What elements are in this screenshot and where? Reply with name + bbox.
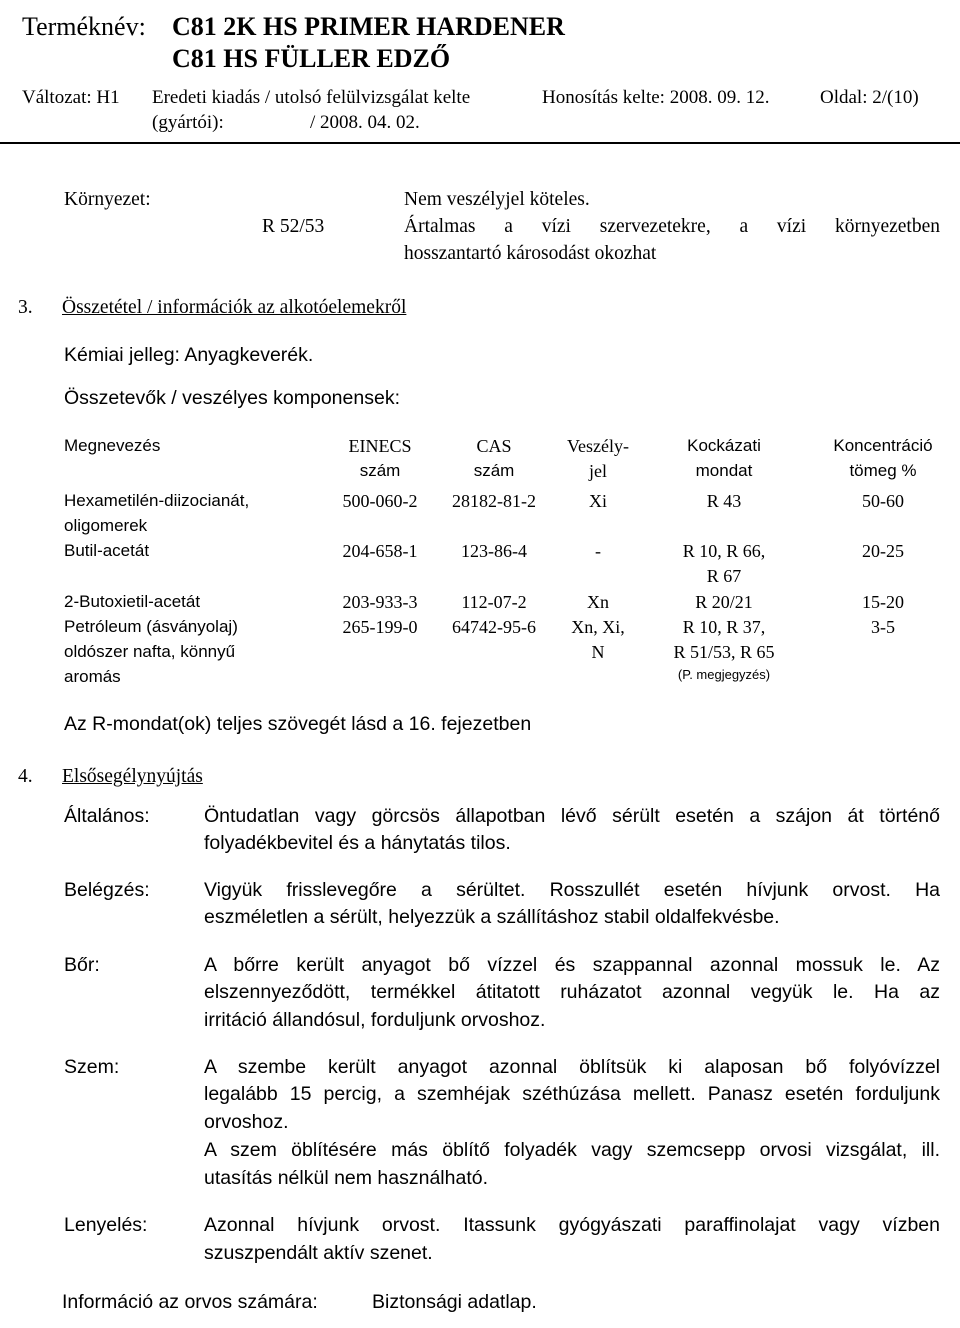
concentration: 20-25 bbox=[862, 541, 904, 561]
section-4-number: 4. bbox=[18, 766, 33, 787]
concentration: 15-20 bbox=[862, 592, 904, 612]
first-aid-text: legalább 15 percig, a szemhéjak széthúzása mellett. Panasz esetén forduljunk bbox=[204, 1083, 940, 1105]
hazard-symbol: Xn, Xi, bbox=[571, 617, 625, 637]
risk-phrase: R 43 bbox=[706, 491, 742, 511]
issue-label-2: (gyártói): bbox=[152, 112, 224, 133]
version-label: Változat: H1 bbox=[22, 87, 120, 108]
hazard-symbol: Xi bbox=[589, 491, 607, 511]
environment-r-text-2: hosszantartó károsodást okozhat bbox=[404, 243, 657, 264]
cas-number: 64742-95-6 bbox=[452, 617, 536, 637]
environment-label: Környezet: bbox=[64, 189, 151, 210]
first-aid-text: Azonnal hívjunk orvost. Itassunk gyógyászati paraffinolajat vagy vízben bbox=[204, 1214, 940, 1236]
first-aid-text: szuszpendált aktív szenet. bbox=[204, 1242, 433, 1264]
cas-number: 28182-81-2 bbox=[452, 491, 536, 511]
page-number: Oldal: 2/(10) bbox=[820, 87, 919, 108]
hazard-symbol: - bbox=[595, 541, 601, 561]
first-aid-text: A bőrre került anyagot bő vízzel és szappannal azonnal mossuk le. Az bbox=[204, 954, 940, 976]
environment-r-text-1: Ártalmas a vízi szervezetekre, a vízi környezetben bbox=[404, 216, 940, 237]
section-3-title: Összetétel / információk az alkotóelemekről bbox=[62, 297, 407, 318]
col-symbol-2: jel bbox=[589, 461, 607, 481]
hazard-symbol: Xn bbox=[587, 592, 609, 612]
component-name-cont: oldószer nafta, könnyű bbox=[64, 642, 236, 661]
first-aid-text: Vigyük frisslevegőre a sérültet. Rosszullét esetén hívjunk orvost. Ha bbox=[204, 879, 940, 901]
concentration: 50-60 bbox=[862, 491, 904, 511]
first-aid-label: Lenyelés: bbox=[64, 1214, 148, 1236]
risk-phrase: R 20/21 bbox=[695, 592, 753, 612]
col-einecs-1: EINECS bbox=[348, 436, 412, 456]
doctor-info-label: Információ az orvos számára: bbox=[62, 1291, 318, 1313]
col-symbol-1: Veszély- bbox=[567, 436, 629, 456]
environment-r-code: R 52/53 bbox=[262, 216, 325, 237]
product-name-2: C81 HS FÜLLER EDZŐ bbox=[172, 44, 451, 73]
risk-phrase: R 10, R 37, bbox=[682, 617, 766, 637]
risk-phrase-cont: R 51/53, R 65 bbox=[673, 642, 775, 662]
hazard-symbol-cont: N bbox=[591, 642, 605, 662]
col-concentration-1: Koncentráció bbox=[833, 436, 933, 455]
cas-number: 112-07-2 bbox=[461, 592, 527, 612]
component-name: Hexametilén-diizocianát, bbox=[64, 491, 250, 510]
col-concentration-2: tömeg % bbox=[849, 461, 917, 480]
issue-date: / 2008. 04. 02. bbox=[310, 112, 420, 133]
col-risk-1: Kockázati bbox=[687, 436, 761, 455]
einecs-number: 203-933-3 bbox=[342, 592, 418, 612]
issue-label-1: Eredeti kiadás / utolsó felülvizsgálat kelte bbox=[152, 87, 471, 108]
environment-note: Nem veszélyjel köteles. bbox=[404, 189, 590, 210]
first-aid-label: Bőr: bbox=[64, 954, 100, 976]
product-label: Terméknév: bbox=[22, 12, 146, 41]
first-aid-label: Szem: bbox=[64, 1056, 120, 1078]
risk-phrase-cont: R 67 bbox=[706, 566, 742, 586]
einecs-number: 500-060-2 bbox=[342, 491, 418, 511]
product-name-1: C81 2K HS PRIMER HARDENER bbox=[172, 12, 565, 41]
einecs-number: 265-199-0 bbox=[342, 617, 418, 637]
section-4-title: Elsősegélynyújtás bbox=[62, 766, 203, 787]
header-divider bbox=[0, 142, 960, 144]
col-risk-2: mondat bbox=[695, 461, 753, 480]
component-name: Butil-acetát bbox=[64, 541, 150, 560]
risk-phrase: R 10, R 66, bbox=[682, 541, 766, 561]
first-aid-text: utasítás nélkül nem használható. bbox=[204, 1167, 489, 1189]
component-name: Petróleum (ásványolaj) bbox=[64, 617, 238, 636]
component-name: 2-Butoxietil-acetát bbox=[64, 592, 201, 611]
col-cas-1: CAS bbox=[476, 436, 512, 456]
col-einecs-2: szám bbox=[359, 461, 401, 480]
cas-number: 123-86-4 bbox=[461, 541, 527, 561]
first-aid-text: irritáció állandósul, forduljunk orvoshoz. bbox=[204, 1009, 546, 1031]
first-aid-text: elszennyeződött, termékkel átitatott ruházatot azonnal vegyük le. Ha az bbox=[204, 981, 940, 1003]
first-aid-text: eszméletlen a sérült, helyezzük a szállításhoz stabil oldalfekvésbe. bbox=[204, 906, 780, 928]
components-label: Összetevők / veszélyes komponensek: bbox=[64, 387, 400, 409]
component-name-cont: aromás bbox=[64, 667, 121, 686]
localization-date: Honosítás kelte: 2008. 09. 12. bbox=[542, 87, 770, 108]
col-cas-2: szám bbox=[473, 461, 515, 480]
first-aid-text: A szembe került anyagot azonnal öblítsük ki alaposan bő folyóvízzel bbox=[204, 1056, 940, 1078]
first-aid-label: Általános: bbox=[64, 805, 150, 827]
col-name: Megnevezés bbox=[64, 436, 161, 455]
chemical-type: Kémiai jelleg: Anyagkeverék. bbox=[64, 344, 314, 366]
risk-note: (P. megjegyzés) bbox=[677, 667, 771, 682]
section-3-number: 3. bbox=[18, 297, 33, 318]
first-aid-text: orvoshoz. bbox=[204, 1111, 289, 1133]
einecs-number: 204-658-1 bbox=[342, 541, 418, 561]
concentration: 3-5 bbox=[871, 617, 895, 637]
first-aid-text: A szem öblítésére más öblítő folyadék vagy szemcsepp orvosi vizsgálat, ill. bbox=[204, 1139, 940, 1161]
r-phrase-footnote: Az R-mondat(ok) teljes szövegét lásd a 16. fejezetben bbox=[64, 713, 532, 735]
first-aid-text: Öntudatlan vagy görcsös állapotban lévő sérült esetén a szájon át történő bbox=[204, 805, 940, 827]
component-name-cont: oligomerek bbox=[64, 516, 148, 535]
doctor-info-value: Biztonsági adatlap. bbox=[372, 1291, 537, 1313]
first-aid-text: folyadékbevitel és a hánytatás tilos. bbox=[204, 832, 511, 854]
first-aid-label: Belégzés: bbox=[64, 879, 150, 901]
